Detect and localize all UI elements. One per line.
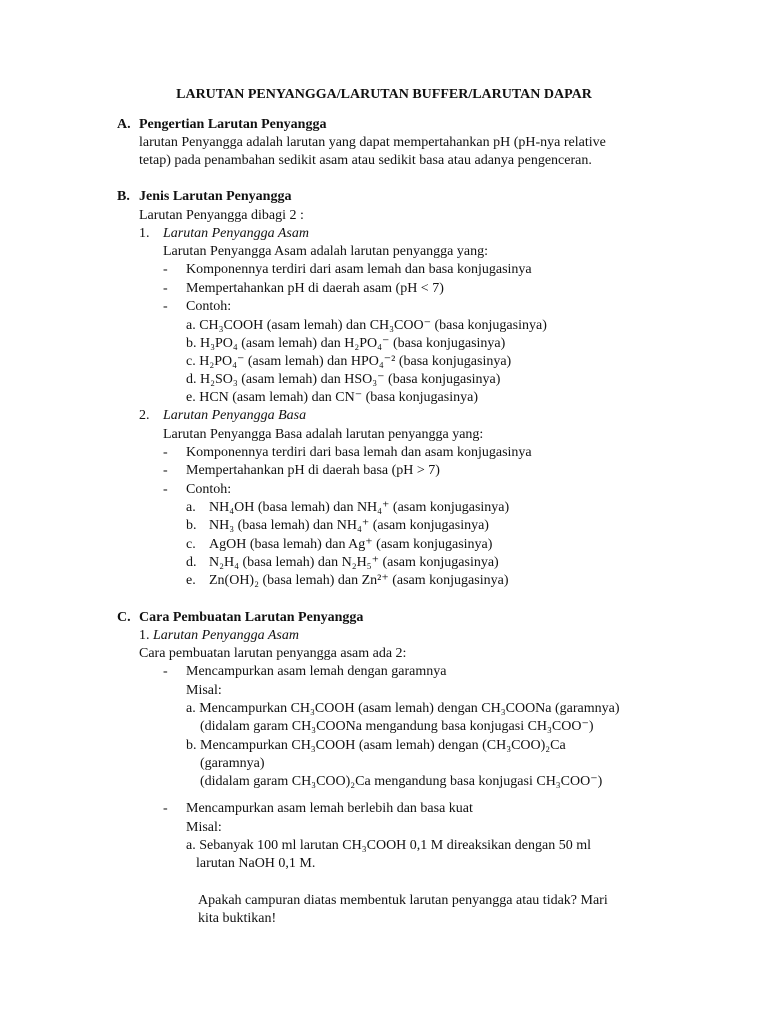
method-2-example-a-line-1: a. Sebanyak 100 ml larutan CH₃COOH 0,1 M direaksikan dengan 50 ml [186, 838, 591, 853]
base-example-d: N₂H₄ (basa lemah) dan N₂H₅⁺ (asam konjugasinya) [209, 555, 499, 570]
base-example-a: NH₄OH (basa lemah) dan NH₄⁺ (asam konjugasinya) [209, 500, 510, 515]
acid-buffer-title: Larutan Penyangga Asam [163, 226, 309, 241]
section-c-sub-number: 1. [139, 628, 150, 643]
section-c-intro: Cara pembuatan larutan penyangga asam ada 2: [139, 646, 407, 661]
acid-example-c: c. H₂PO₄⁻ (asam lemah) dan HPO₄⁻² (basa konjugasinya) [186, 354, 512, 369]
acid-buffer-bullet-1: Komponennya terdiri dari asam lemah dan basa konjugasinya [186, 262, 532, 277]
method-1-example-a-line-2: (didalam garam CH₃COONa mengandung basa konjugasi CH₃COO⁻) [200, 719, 594, 734]
method-2-misal: Misal: [186, 820, 222, 835]
base-example-c-label: c. [186, 537, 196, 552]
base-example-b: NH₃ (basa lemah) dan NH₄⁺ (asam konjugasinya) [209, 518, 489, 533]
base-example-b-label: b. [186, 518, 197, 533]
method-1-example-b-line-2: (garamnya) [200, 756, 265, 771]
document-title: LARUTAN PENYANGGA/LARUTAN BUFFER/LARUTAN DAPAR [176, 87, 592, 102]
section-b-letter: B. [117, 189, 130, 204]
acid-example-d: d. H₂SO₃ (asam lemah) dan HSO₃⁻ (basa konjugasinya) [186, 372, 501, 387]
acid-buffer-number: 1. [139, 226, 150, 241]
bullet-dash: - [163, 482, 168, 497]
section-c-letter: C. [117, 610, 131, 625]
bullet-dash: - [163, 281, 168, 296]
base-buffer-definition: Larutan Penyangga Basa adalah larutan penyangga yang: [163, 427, 484, 442]
bullet-dash: - [163, 299, 168, 314]
base-buffer-number: 2. [139, 408, 150, 423]
acid-buffer-definition: Larutan Penyangga Asam adalah larutan penyangga yang: [163, 244, 488, 259]
section-a-text-line-1: larutan Penyangga adalah larutan yang dapat mempertahankan pH (pH-nya relative [139, 135, 606, 150]
section-a-letter: A. [117, 117, 131, 132]
method-2-example-a-line-2: larutan NaOH 0,1 M. [196, 856, 316, 871]
question-line-1: Apakah campuran diatas membentuk larutan penyangga atau tidak? Mari [198, 893, 608, 908]
section-c-sub-title: Larutan Penyangga Asam [153, 628, 299, 643]
section-a-text-line-2: tetap) pada penambahan sedikit asam atau sedikit basa atau adanya pengenceran. [139, 153, 592, 168]
section-b-intro: Larutan Penyangga dibagi 2 : [139, 208, 304, 223]
acid-buffer-bullet-3: Contoh: [186, 299, 232, 314]
base-buffer-bullet-3: Contoh: [186, 482, 232, 497]
acid-buffer-bullet-2: Mempertahankan pH di daerah asam (pH < 7) [186, 281, 444, 296]
method-2: Mencampurkan asam lemah berlebih dan basa kuat [186, 801, 473, 816]
acid-example-a: a. CH₃COOH (asam lemah) dan CH₃COO⁻ (basa konjugasinya) [186, 318, 547, 333]
bullet-dash: - [163, 801, 168, 816]
base-example-e-label: e. [186, 573, 196, 588]
question-line-2: kita buktikan! [198, 911, 277, 926]
base-example-a-label: a. [186, 500, 196, 515]
method-1-example-b-line-1: b. Mencampurkan CH₃COOH (asam lemah) dengan (CH₃COO)₂Ca [186, 738, 566, 753]
bullet-dash: - [163, 664, 168, 679]
section-c-heading: Cara Pembuatan Larutan Penyangga [139, 610, 364, 625]
section-b-heading: Jenis Larutan Penyangga [139, 189, 292, 204]
bullet-dash: - [163, 463, 168, 478]
acid-example-e: e. HCN (asam lemah) dan CN⁻ (basa konjugasinya) [186, 390, 478, 405]
method-1-misal: Misal: [186, 683, 222, 698]
method-1-example-a-line-1: a. Mencampurkan CH₃COOH (asam lemah) dengan CH₃COONa (garamnya) [186, 701, 620, 716]
base-example-e: Zn(OH)₂ (basa lemah) dan Zn²⁺ (asam konjugasinya) [209, 573, 509, 588]
acid-example-b: b. H₃PO₄ (asam lemah) dan H₂PO₄⁻ (basa konjugasinya) [186, 336, 506, 351]
section-a-heading: Pengertian Larutan Penyangga [139, 117, 327, 132]
method-1: Mencampurkan asam lemah dengan garamnya [186, 664, 447, 679]
base-buffer-bullet-2: Mempertahankan pH di daerah basa (pH > 7) [186, 463, 440, 478]
base-buffer-bullet-1: Komponennya terdiri dari basa lemah dan asam konjugasinya [186, 445, 532, 460]
base-example-c: AgOH (basa lemah) dan Ag⁺ (asam konjugasinya) [209, 537, 493, 552]
method-1-example-b-line-3: (didalam garam CH₃COO)₂Ca mengandung basa konjugasi CH₃COO⁻) [200, 774, 603, 789]
bullet-dash: - [163, 445, 168, 460]
base-buffer-title: Larutan Penyangga Basa [163, 408, 307, 423]
base-example-d-label: d. [186, 555, 197, 570]
bullet-dash: - [163, 262, 168, 277]
